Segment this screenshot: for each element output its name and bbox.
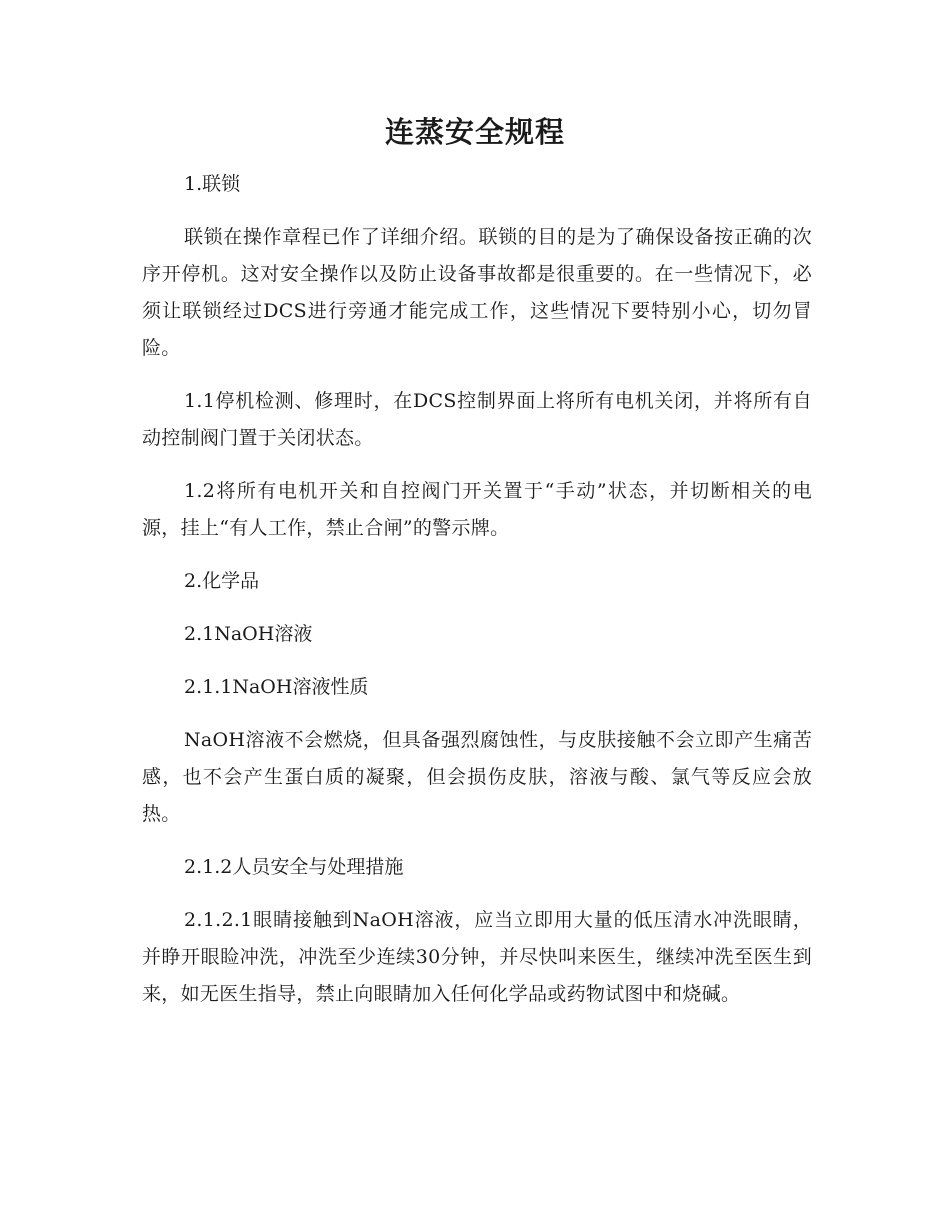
section-heading-naoh: 2.1NaOH溶液 <box>184 623 313 645</box>
paragraph-interlock-intro: 联锁在操作章程已作了详细介绍。联锁的目的是为了确保设备按正确的次序开停机。这对安全操作以及防止设备事故都是很重要的。在一些情况下，必须让联锁经过DCS进行旁通才能完成工作，这些情况下要特别小心，切勿冒险。 <box>142 226 812 359</box>
paragraph-1-2: 1.2将所有电机开关和自控阀门开关置于“手动”状态，并切断相关的电源，挂上“有人工作，禁止合闸”的警示牌。 <box>142 480 812 539</box>
paragraph-1-1: 1.1停机检测、修理时，在DCS控制界面上将所有电机关闭，并将所有自动控制阀门置于关闭状态。 <box>142 390 812 449</box>
section-heading-chemicals: 2.化学品 <box>184 570 260 592</box>
section-heading-naoh-properties: 2.1.1NaOH溶液性质 <box>184 676 369 698</box>
paragraph-naoh-properties: NaOH溶液不会燃烧，但具备强烈腐蚀性，与皮肤接触不会立即产生痛苦感，也不会产生蛋白质的凝聚，但会损伤皮肤，溶液与酸、氯气等反应会放热。 <box>142 729 812 825</box>
document-body <box>142 166 812 1029</box>
paragraph-2-1-2-1: 2.1.2.1眼睛接触到NaOH溶液，应当立即用大量的低压清水冲洗眼睛，并睁开眼睑冲洗，冲洗至少连续30分钟，并尽快叫来医生，继续冲洗至医生到来，如无医生指导，禁止向眼睛加入任何化学品或药物试图中和烧碱。 <box>142 909 812 1005</box>
section-heading-personnel-safety: 2.1.2人员安全与处理措施 <box>184 856 404 878</box>
document-title: 连蒸安全规程 <box>384 115 565 149</box>
section-heading-interlock: 1.联锁 <box>184 173 241 195</box>
